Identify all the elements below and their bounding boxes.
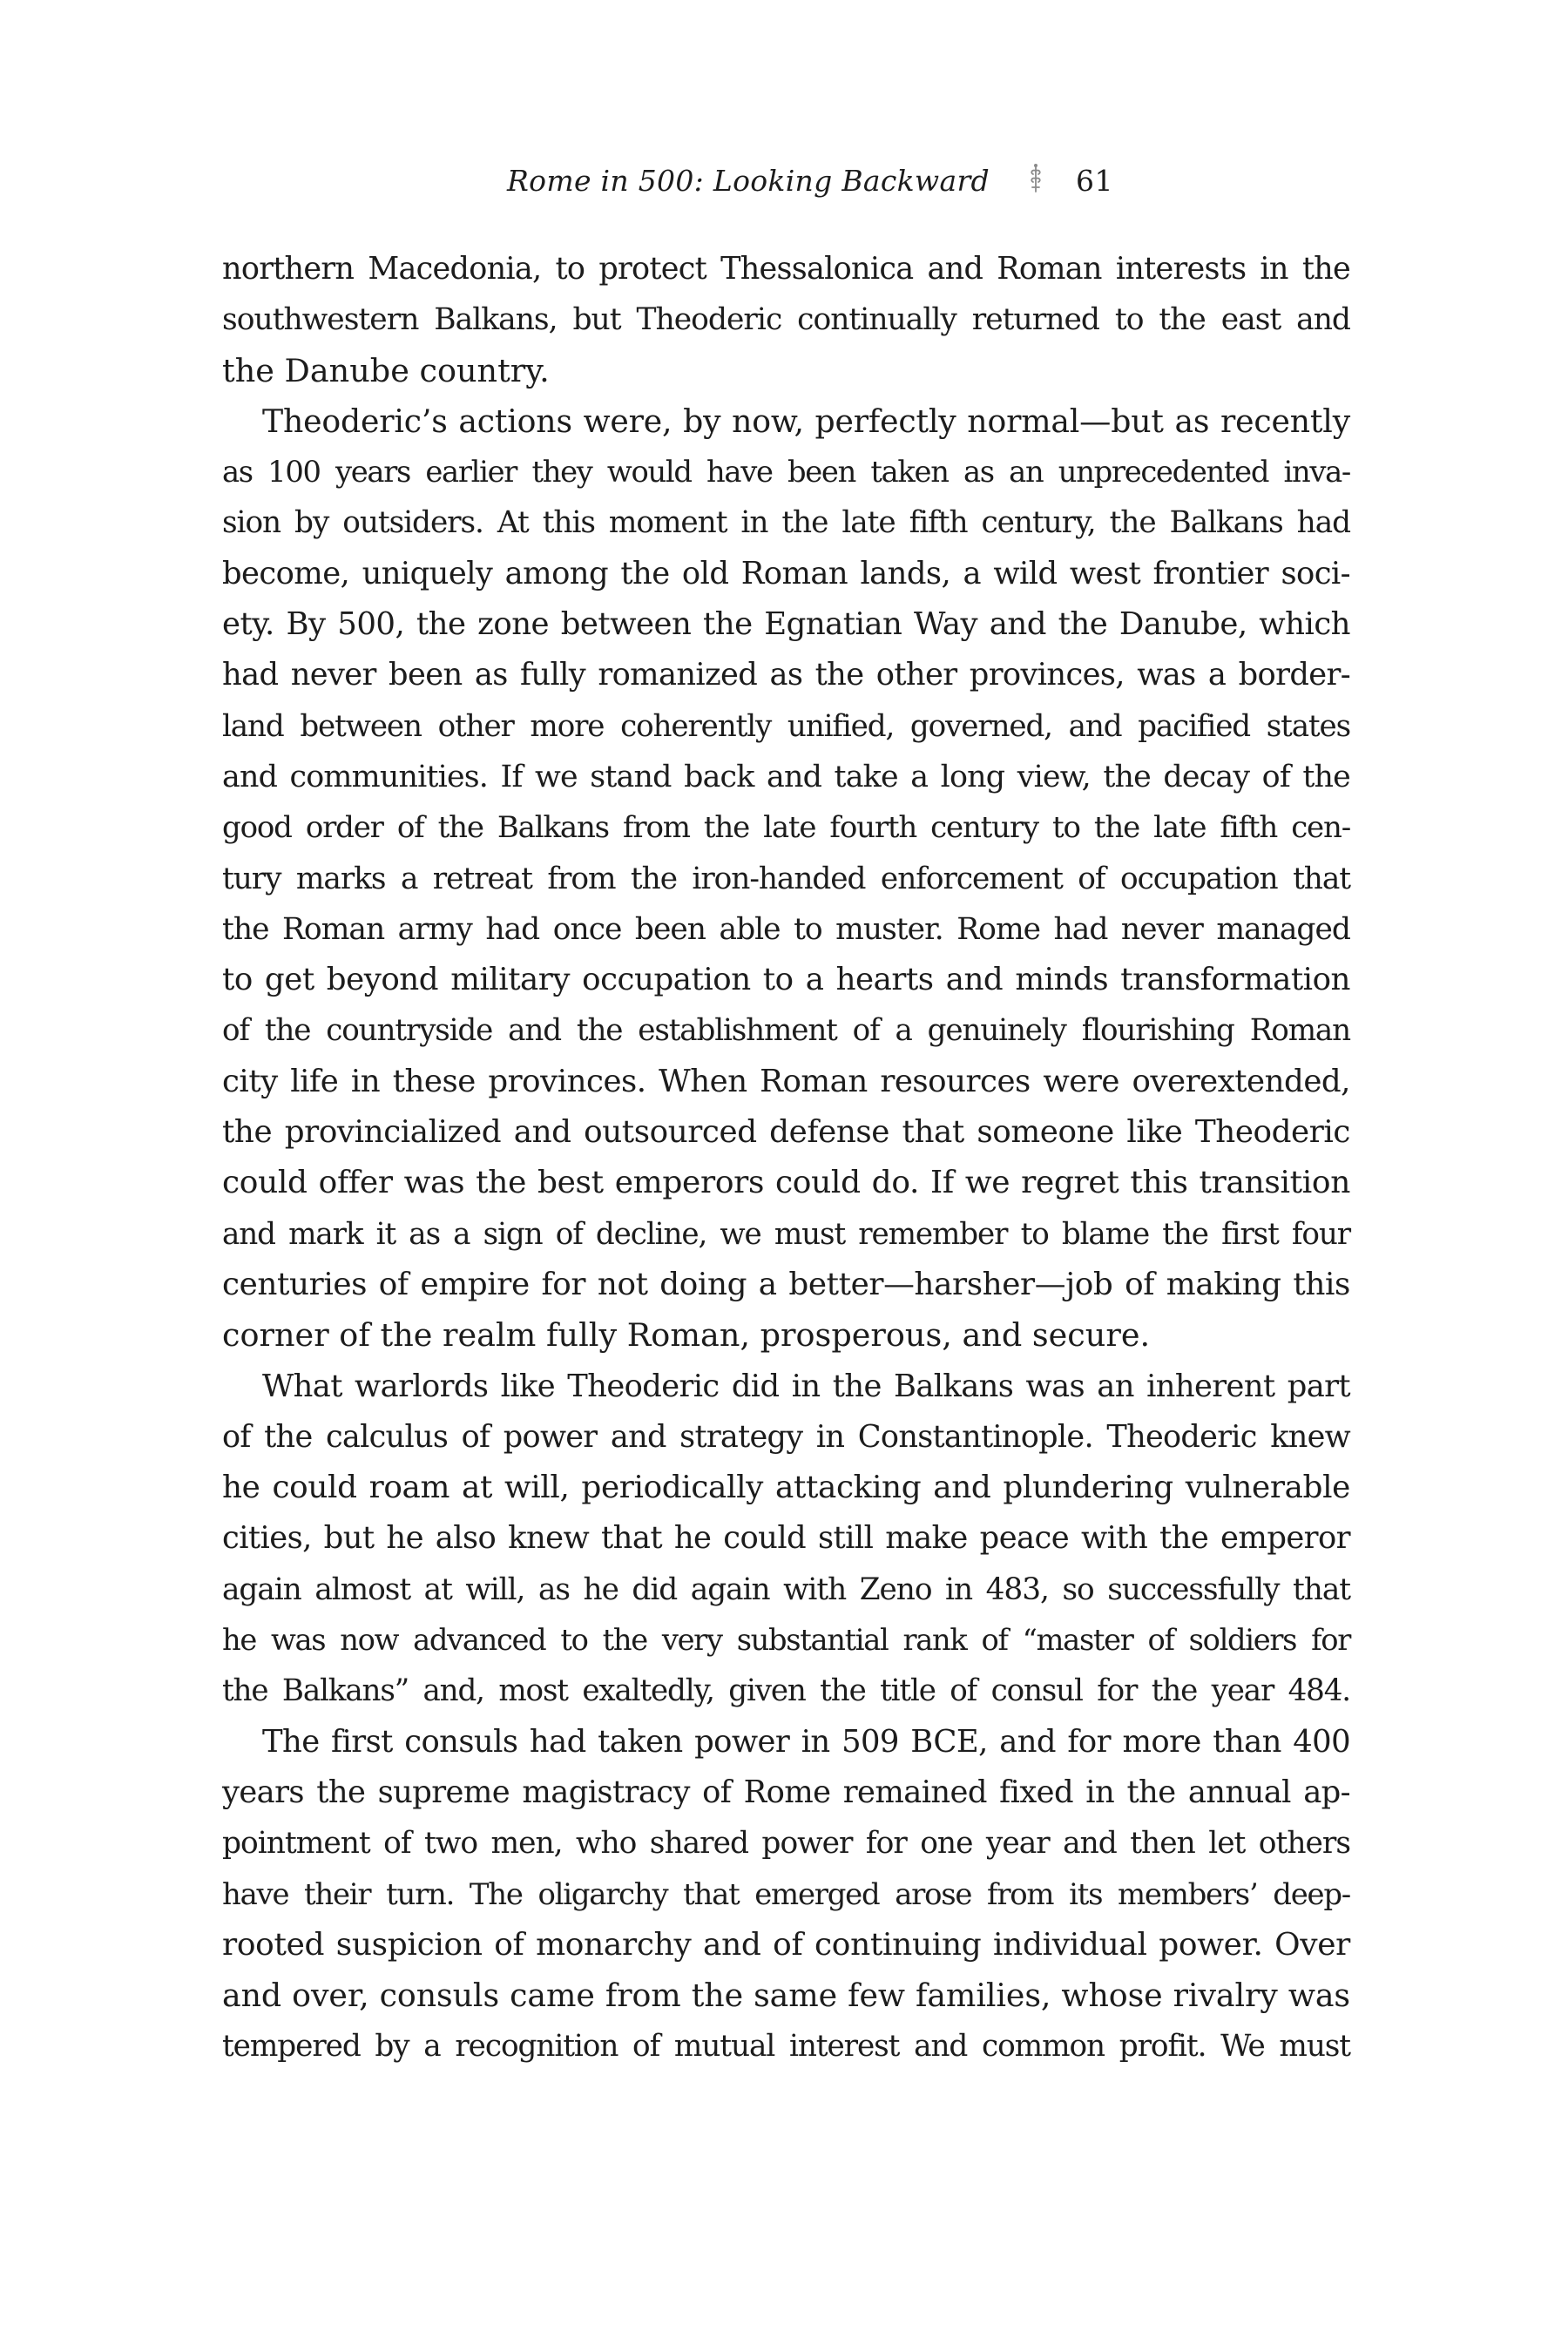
text-line: pointment of two men, who shared power for one year and then let others bbox=[222, 1826, 1350, 1862]
text-line: again almost at will, as he did again with Zeno in 483, so successfully that bbox=[222, 1571, 1350, 1607]
text-line: years the supreme magistracy of Rome remained fixed in the annual ap- bbox=[222, 1774, 1350, 1810]
text-line: the Balkans” and, most exaltedly, given the title of consul for the year 484. bbox=[222, 1673, 1350, 1709]
text-line: to get beyond military occupation to a hearts and minds transformation bbox=[222, 962, 1350, 998]
text-line: good order of the Balkans from the late fourth century to the late fifth cen- bbox=[222, 810, 1350, 846]
text-line: have their turn. The oligarchy that emerged arose from its members’ deep- bbox=[222, 1876, 1350, 1911]
running-head-title: Rome in 500: Looking Backward bbox=[507, 164, 990, 198]
text-line: land between other more coherently unified, governed, and pacified states bbox=[222, 708, 1350, 744]
text-line: corner of the realm fully Roman, prosperous, and secure. bbox=[222, 1316, 1151, 1355]
text-line: cities, but he also knew that he could still make peace with the emperor bbox=[222, 1520, 1350, 1557]
text-line: become, uniquely among the old Roman lands, a wild west frontier soci- bbox=[222, 555, 1350, 591]
text-line: of the calculus of power and strategy in Constantinople. Theoderic knew bbox=[222, 1418, 1350, 1455]
text-line: Theoderic’s actions were, by now, perfectly normal—but as recently bbox=[262, 402, 1350, 440]
text-line: could offer was the best emperors could do. If we regret this transition bbox=[222, 1165, 1350, 1201]
text-line: ety. By 500, the zone between the Egnatian Way and the Danube, which bbox=[222, 606, 1350, 643]
text-line: and communities. If we stand back and take a long view, the decay of the bbox=[222, 759, 1350, 794]
ornament-icon bbox=[1028, 163, 1044, 204]
text-line: and over, consuls came from the same few families, whose rivalry was bbox=[222, 1977, 1350, 2015]
text-line: as 100 years earlier they would have been taken as an unprecedented inva- bbox=[222, 455, 1350, 490]
text-line: the Danube country. bbox=[222, 351, 550, 389]
text-line: The first consuls had taken power in 509 BCE, and for more than 400 bbox=[262, 1723, 1350, 1760]
text-line: he could roam at will, periodically attacking and plundering vulnerable bbox=[222, 1470, 1350, 1506]
text-line: sion by outsiders. At this moment in the late fifth century, the Balkans had bbox=[222, 505, 1350, 541]
text-line: centuries of empire for not doing a better—harsher—job of making this bbox=[222, 1266, 1350, 1302]
text-line: he was now advanced to the very substantial rank of “master of soldiers for bbox=[222, 1623, 1350, 1658]
text-line: northern Macedonia, to protect Thessalonica and Roman interests in the bbox=[222, 251, 1350, 287]
running-head bbox=[0, 162, 1568, 204]
text-line: tury marks a retreat from the iron-handed enforcement of occupation that bbox=[222, 861, 1350, 896]
text-line: city life in these provinces. When Roman resources were overextended, bbox=[222, 1063, 1350, 1099]
text-line: the Roman army had once been able to muster. Rome had never managed bbox=[222, 911, 1350, 947]
text-line: had never been as fully romanized as the other provinces, was a border- bbox=[222, 657, 1350, 693]
text-line: What warlords like Theoderic did in the Balkans was an inherent part bbox=[262, 1368, 1350, 1404]
text-line: and mark it as a sign of decline, we must remember to blame the first four bbox=[222, 1216, 1350, 1252]
text-line: southwestern Balkans, but Theoderic continually returned to the east and bbox=[222, 302, 1350, 338]
body-text bbox=[222, 244, 1350, 2072]
text-line: tempered by a recognition of mutual interest and common profit. We must bbox=[222, 2029, 1350, 2065]
text-line: rooted suspicion of monarchy and of continuing individual power. Over bbox=[222, 1926, 1350, 1963]
text-line: the provincialized and outsourced defense that someone like Theoderic bbox=[222, 1114, 1350, 1151]
page-number: 61 bbox=[1075, 164, 1113, 198]
text-line: of the countryside and the establishment of a genuinely flourishing Roman bbox=[222, 1013, 1350, 1049]
